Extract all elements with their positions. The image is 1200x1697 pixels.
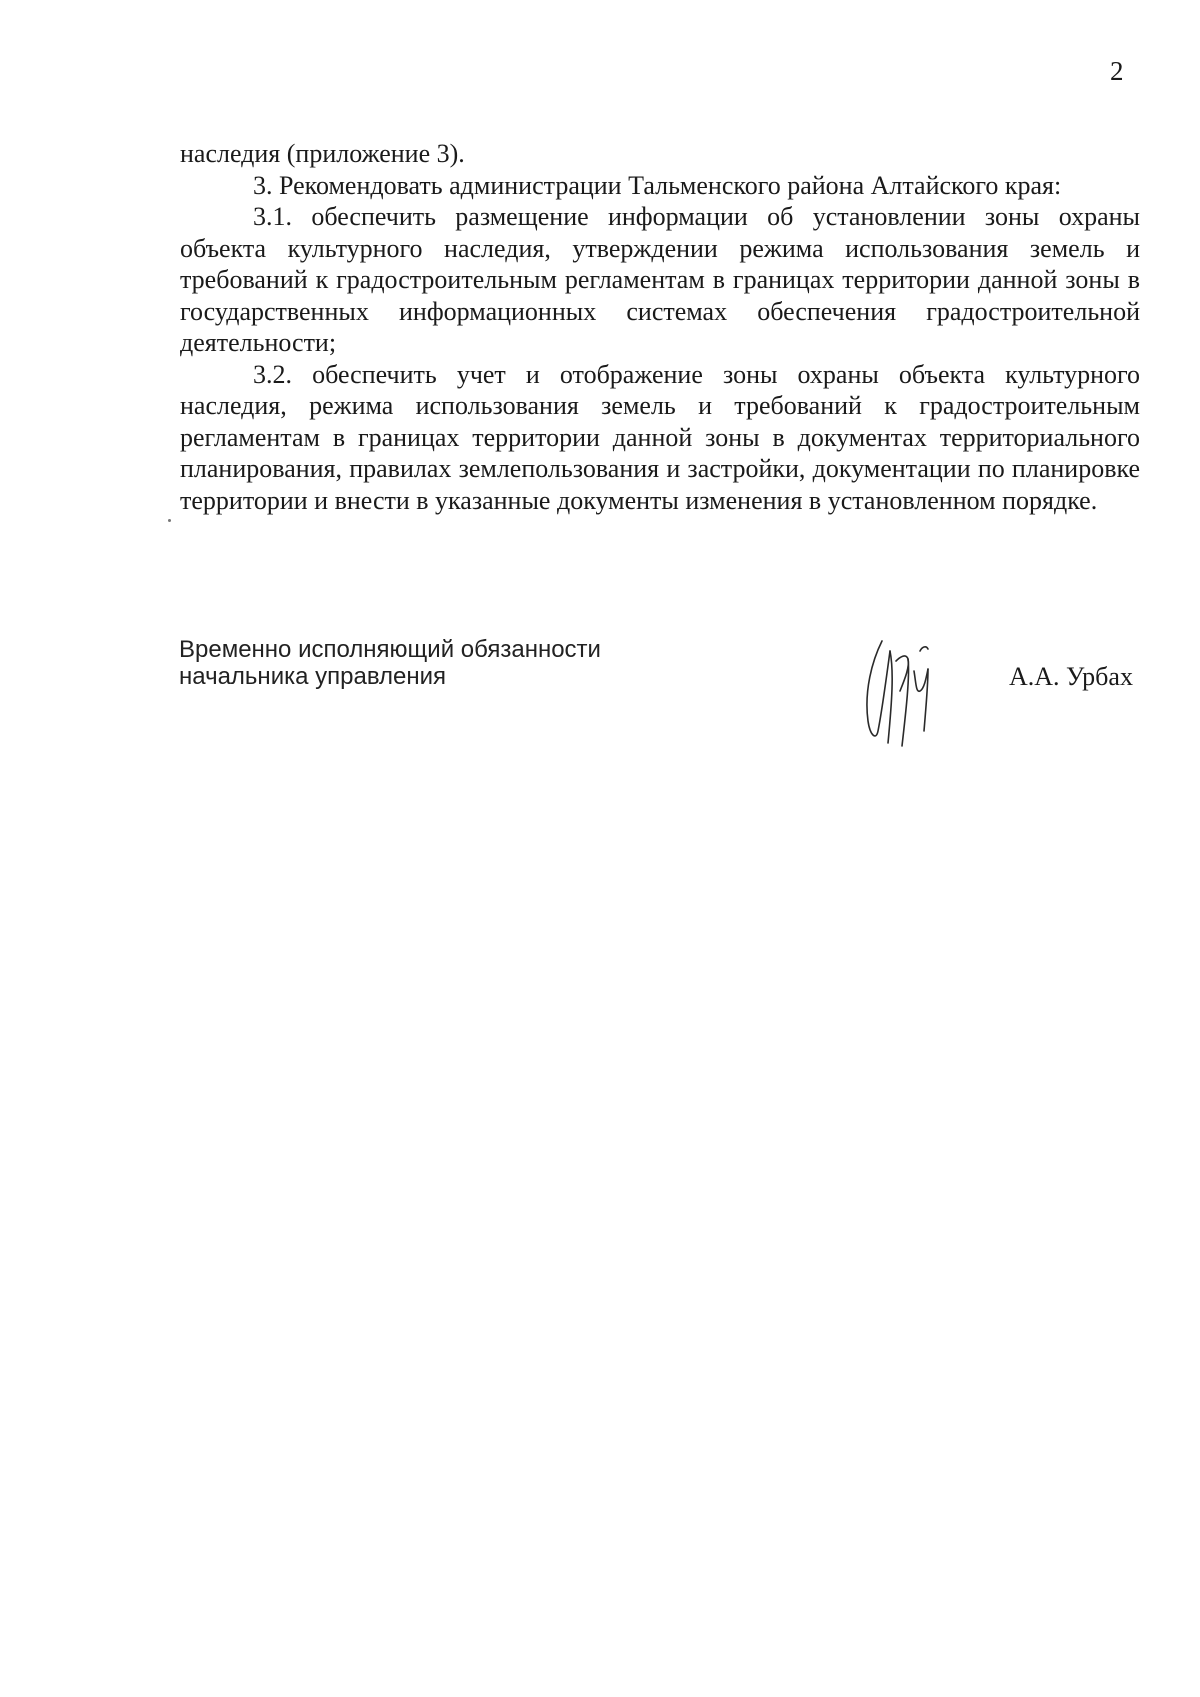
paragraph-item-3-2: 3.2. обеспечить учет и отображение зоны охраны объекта культурного наследия, режима использования земель и требований к градостроительным регламентам в границах территории данной зоны в документах территориального планирования, правилах землепользования и застройки, документации по планировке территории и внести в указанные документы изменения в установленном порядке. bbox=[180, 359, 1140, 515]
paragraph-item-3-1: 3.1. обеспечить размещение информации об установлении зоны охраны объекта культурного наследия, утверждении режима использования земель и требований к градостроительным регламентам в границах территории данной зоны в государственных информационных системах обеспечения градостроительной деятельности; bbox=[180, 202, 1140, 357]
signatory-position-line2: начальника управления bbox=[179, 663, 447, 690]
page-number: 2 bbox=[1110, 56, 1124, 86]
signatory-name: А.А. Урбах bbox=[1009, 662, 1133, 691]
paragraph-item-3: 3. Рекомендовать администрации Тальменского района Алтайского края: bbox=[253, 170, 1062, 200]
scan-artifact bbox=[168, 519, 171, 522]
paragraph-continuation: наследия (приложение 3). bbox=[180, 139, 465, 168]
document-body bbox=[180, 138, 1140, 516]
handwritten-signature-icon bbox=[852, 631, 962, 751]
signatory-position bbox=[179, 636, 601, 690]
signature-block bbox=[179, 636, 1139, 766]
signatory-position-line1: Временно исполняющий обязанности bbox=[179, 636, 601, 663]
